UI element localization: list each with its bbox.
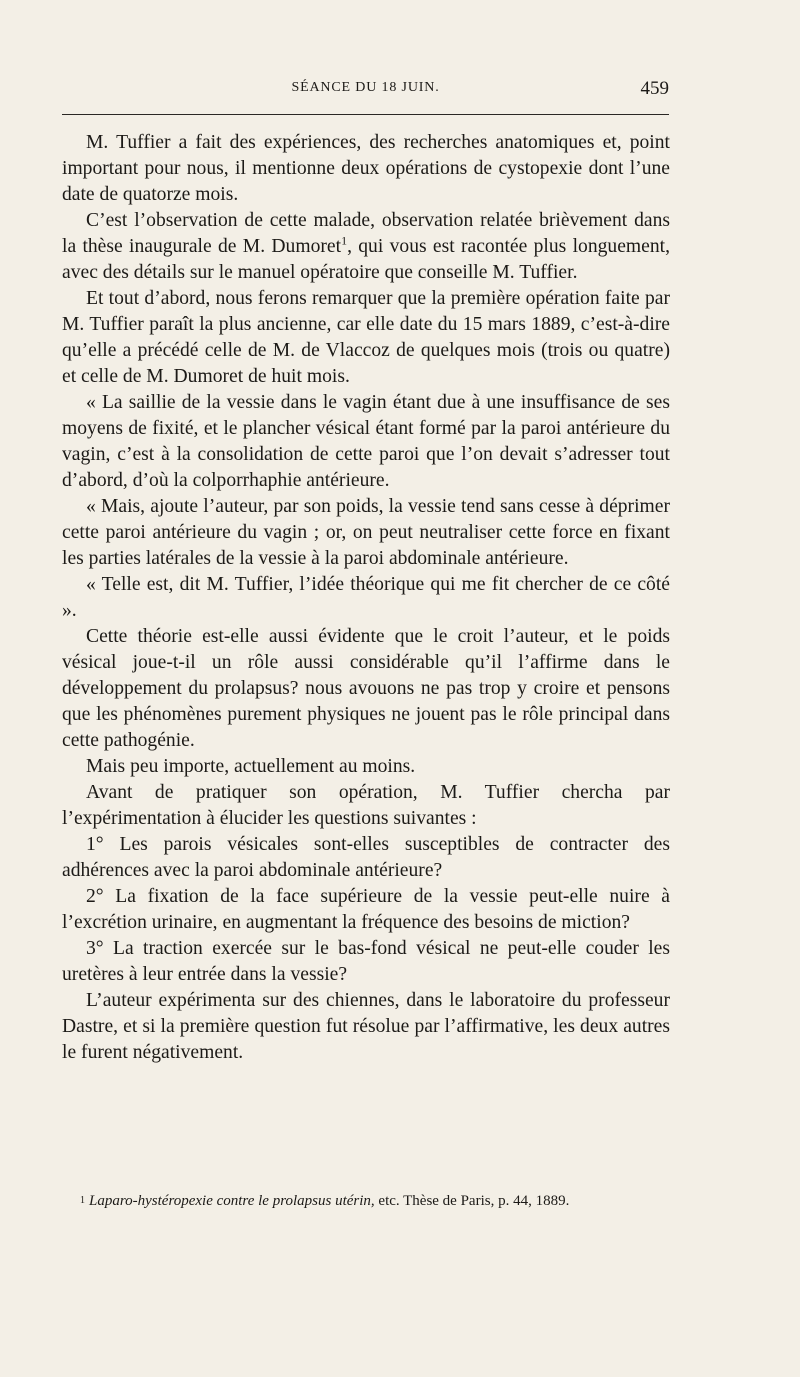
running-title: SÉANCE DU 18 JUIN. bbox=[291, 80, 440, 95]
paragraph-text: C’est l’observation de cette malade, observation relatée brièvement dans la thèse inaugurale de M. Dumoret bbox=[62, 210, 670, 257]
paragraph: « La saillie de la vessie dans le vagin étant due à une insuffisance de ses moyens de fixité, et le plancher vésical étant formé par la paroi antérieure du vagin, c’est à la consolidation de cette paroi que l’on devait s’adresser tout d’abord, d’où la colporrhaphie antérieure. bbox=[62, 392, 670, 491]
footnote-text: etc. Thèse de Paris, p. 44, 1889. bbox=[374, 1193, 570, 1209]
paragraph: M. Tuffier a fait des expériences, des recherches anatomiques et, point important pour nous, il mentionne deux opérations de cystopexie dont l’une date de quatorze mois. bbox=[62, 132, 670, 205]
footnote-reference: 1 bbox=[341, 233, 348, 248]
paragraph: 3° La traction exercée sur le bas-fond vésical ne peut-elle couder les uretères à leur entrée dans la vessie? bbox=[62, 938, 670, 985]
paragraph: Et tout d’abord, nous ferons remarquer que la première opération faite par M. Tuffier paraît la plus ancienne, car elle date du 15 mars 1889, c’est-à-dire qu’elle a précédé celle de M. de Vlaccoz de quelques mois (trois ou quatre) et celle de M. Dumoret de huit mois. bbox=[62, 288, 670, 387]
footnote-title: Laparo-hystéropexie contre le prolapsus utérin, bbox=[89, 1193, 375, 1209]
paragraph: L’auteur expérimenta sur des chiennes, dans le laboratoire du professeur Dastre, et si la première question fut résolue par l’affirmative, les deux autres le furent négativement. bbox=[62, 990, 670, 1063]
paragraph bbox=[62, 208, 670, 286]
paragraph: « Mais, ajoute l’auteur, par son poids, la vessie tend sans cesse à déprimer cette paroi antérieure du vagin ; or, on peut neutraliser cette force en fixant les parties latérales de la vessie à la paroi abdominale antérieure. bbox=[62, 496, 670, 569]
paragraph: 1° Les parois vésicales sont-elles susceptibles de contracter des adhérences avec la paroi abdominale antérieure? bbox=[62, 834, 670, 881]
header-rule bbox=[62, 114, 669, 115]
paragraph: 2° La fixation de la face supérieure de la vessie peut-elle nuire à l’excrétion urinaire, en augmentant la fréquence des besoins de miction? bbox=[62, 886, 670, 933]
body-text bbox=[62, 130, 670, 1066]
paragraph-text: , qui vous est racontée plus longuement, avec des détails sur le manuel opératoire que conseille M. Tuffier. bbox=[62, 236, 670, 283]
page-number: 459 bbox=[640, 78, 669, 99]
footnote-marker: 1 bbox=[80, 1195, 85, 1206]
page-header bbox=[62, 78, 669, 102]
paragraph: « Telle est, dit M. Tuffier, l’idée théorique qui me fit chercher de ce côté ». bbox=[62, 574, 670, 621]
paragraph: Cette théorie est-elle aussi évidente que le croit l’auteur, et le poids vésical joue-t-il un rôle aussi considérable qu’il l’affirme dans le développement du prolapsus? nous avouons ne pas trop y croire et pensons que les phénomènes purement physiques ne jouent pas le rôle principal dans cette pathogénie. bbox=[62, 626, 670, 751]
paragraph: Mais peu importe, actuellement au moins. bbox=[86, 756, 416, 777]
paragraph: Avant de pratiquer son opération, M. Tuffier chercha par l’expérimentation à élucider les questions suivantes : bbox=[62, 782, 670, 829]
footnote bbox=[62, 1190, 670, 1212]
